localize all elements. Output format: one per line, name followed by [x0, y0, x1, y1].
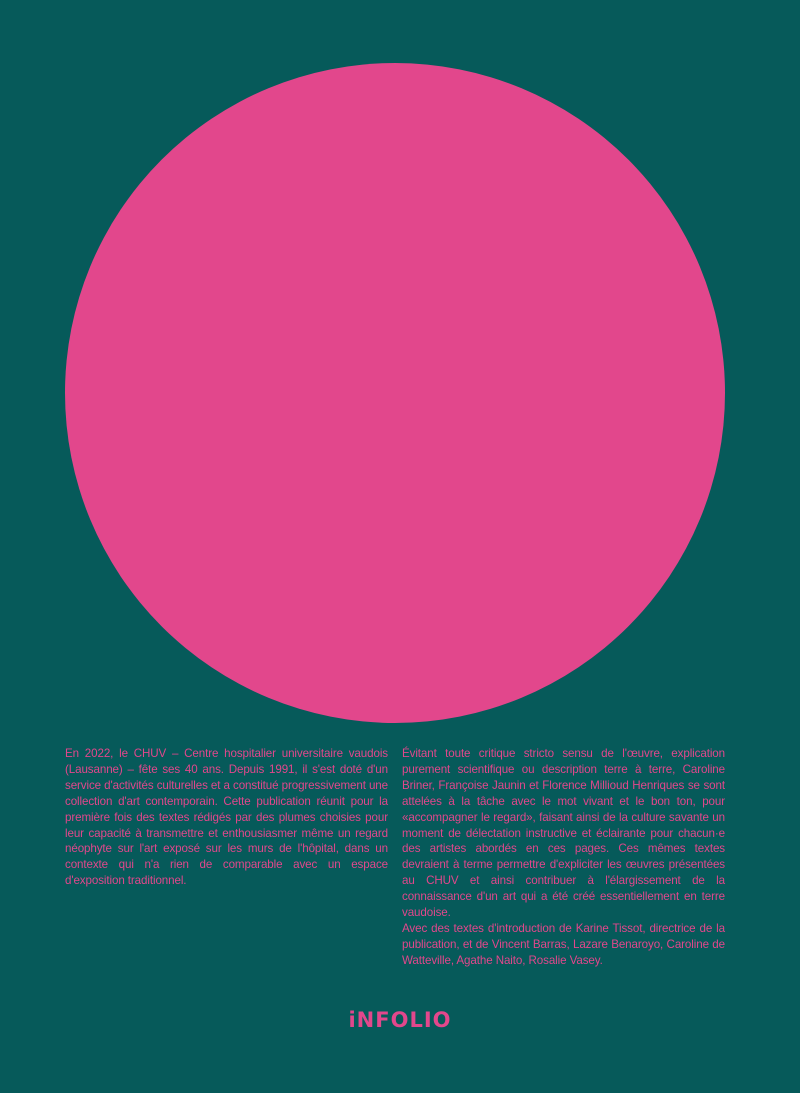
- description-paragraph: Évitant toute critique stricto sensu de l'œuvre, explication purement scientifique ou description terre à terre, Caroline Briner, Françoise Jaunin et Florence Millioud Henriques se sont attelées à la tâche avec le mot vivant et le bon ton, pour «accompagner le regard», faisant ainsi de la culture savante un moment de délectation instructive et éclairante pour chacun·e des artistes abordés en ces pages. Ces mêmes textes devraient à terme permettre d'expliciter les œuvres présentées au CHUV et ainsi contribuer à l'élargissement de la connaissance d'un art qui a été créé essentiellement en terre vaudoise.: [402, 747, 725, 920]
- right-text-column: [402, 746, 725, 969]
- contributors-paragraph: Avec des textes d'introduction de Karine Tissot, directrice de la publication, et de Vincent Barras, Lazare Benaroyo, Caroline de Watteville, Agathe Naito, Rosalie Vasey.: [402, 921, 725, 967]
- left-text-column: [65, 746, 388, 889]
- pink-circle: [65, 63, 725, 723]
- intro-paragraph: En 2022, le CHUV – Centre hospitalier universitaire vaudois (Lausanne) – fête ses 40 ans. Depuis 1991, il s'est doté d'un service d'activités culturelles et a constitué progressivement une collection d'art contemporain. Cette publication réunit pour la première fois des textes rédigés par des plumes choisies pour leur capacité à transmettre et enthousiasmer même un regard néophyte sur l'art exposé sur les murs de l'hôpital, dans un contexte qui n'a rien de comparable avec un espace d'exposition traditionnel.: [65, 747, 388, 888]
- publisher-logo: iNFOLIO: [348, 1008, 452, 1032]
